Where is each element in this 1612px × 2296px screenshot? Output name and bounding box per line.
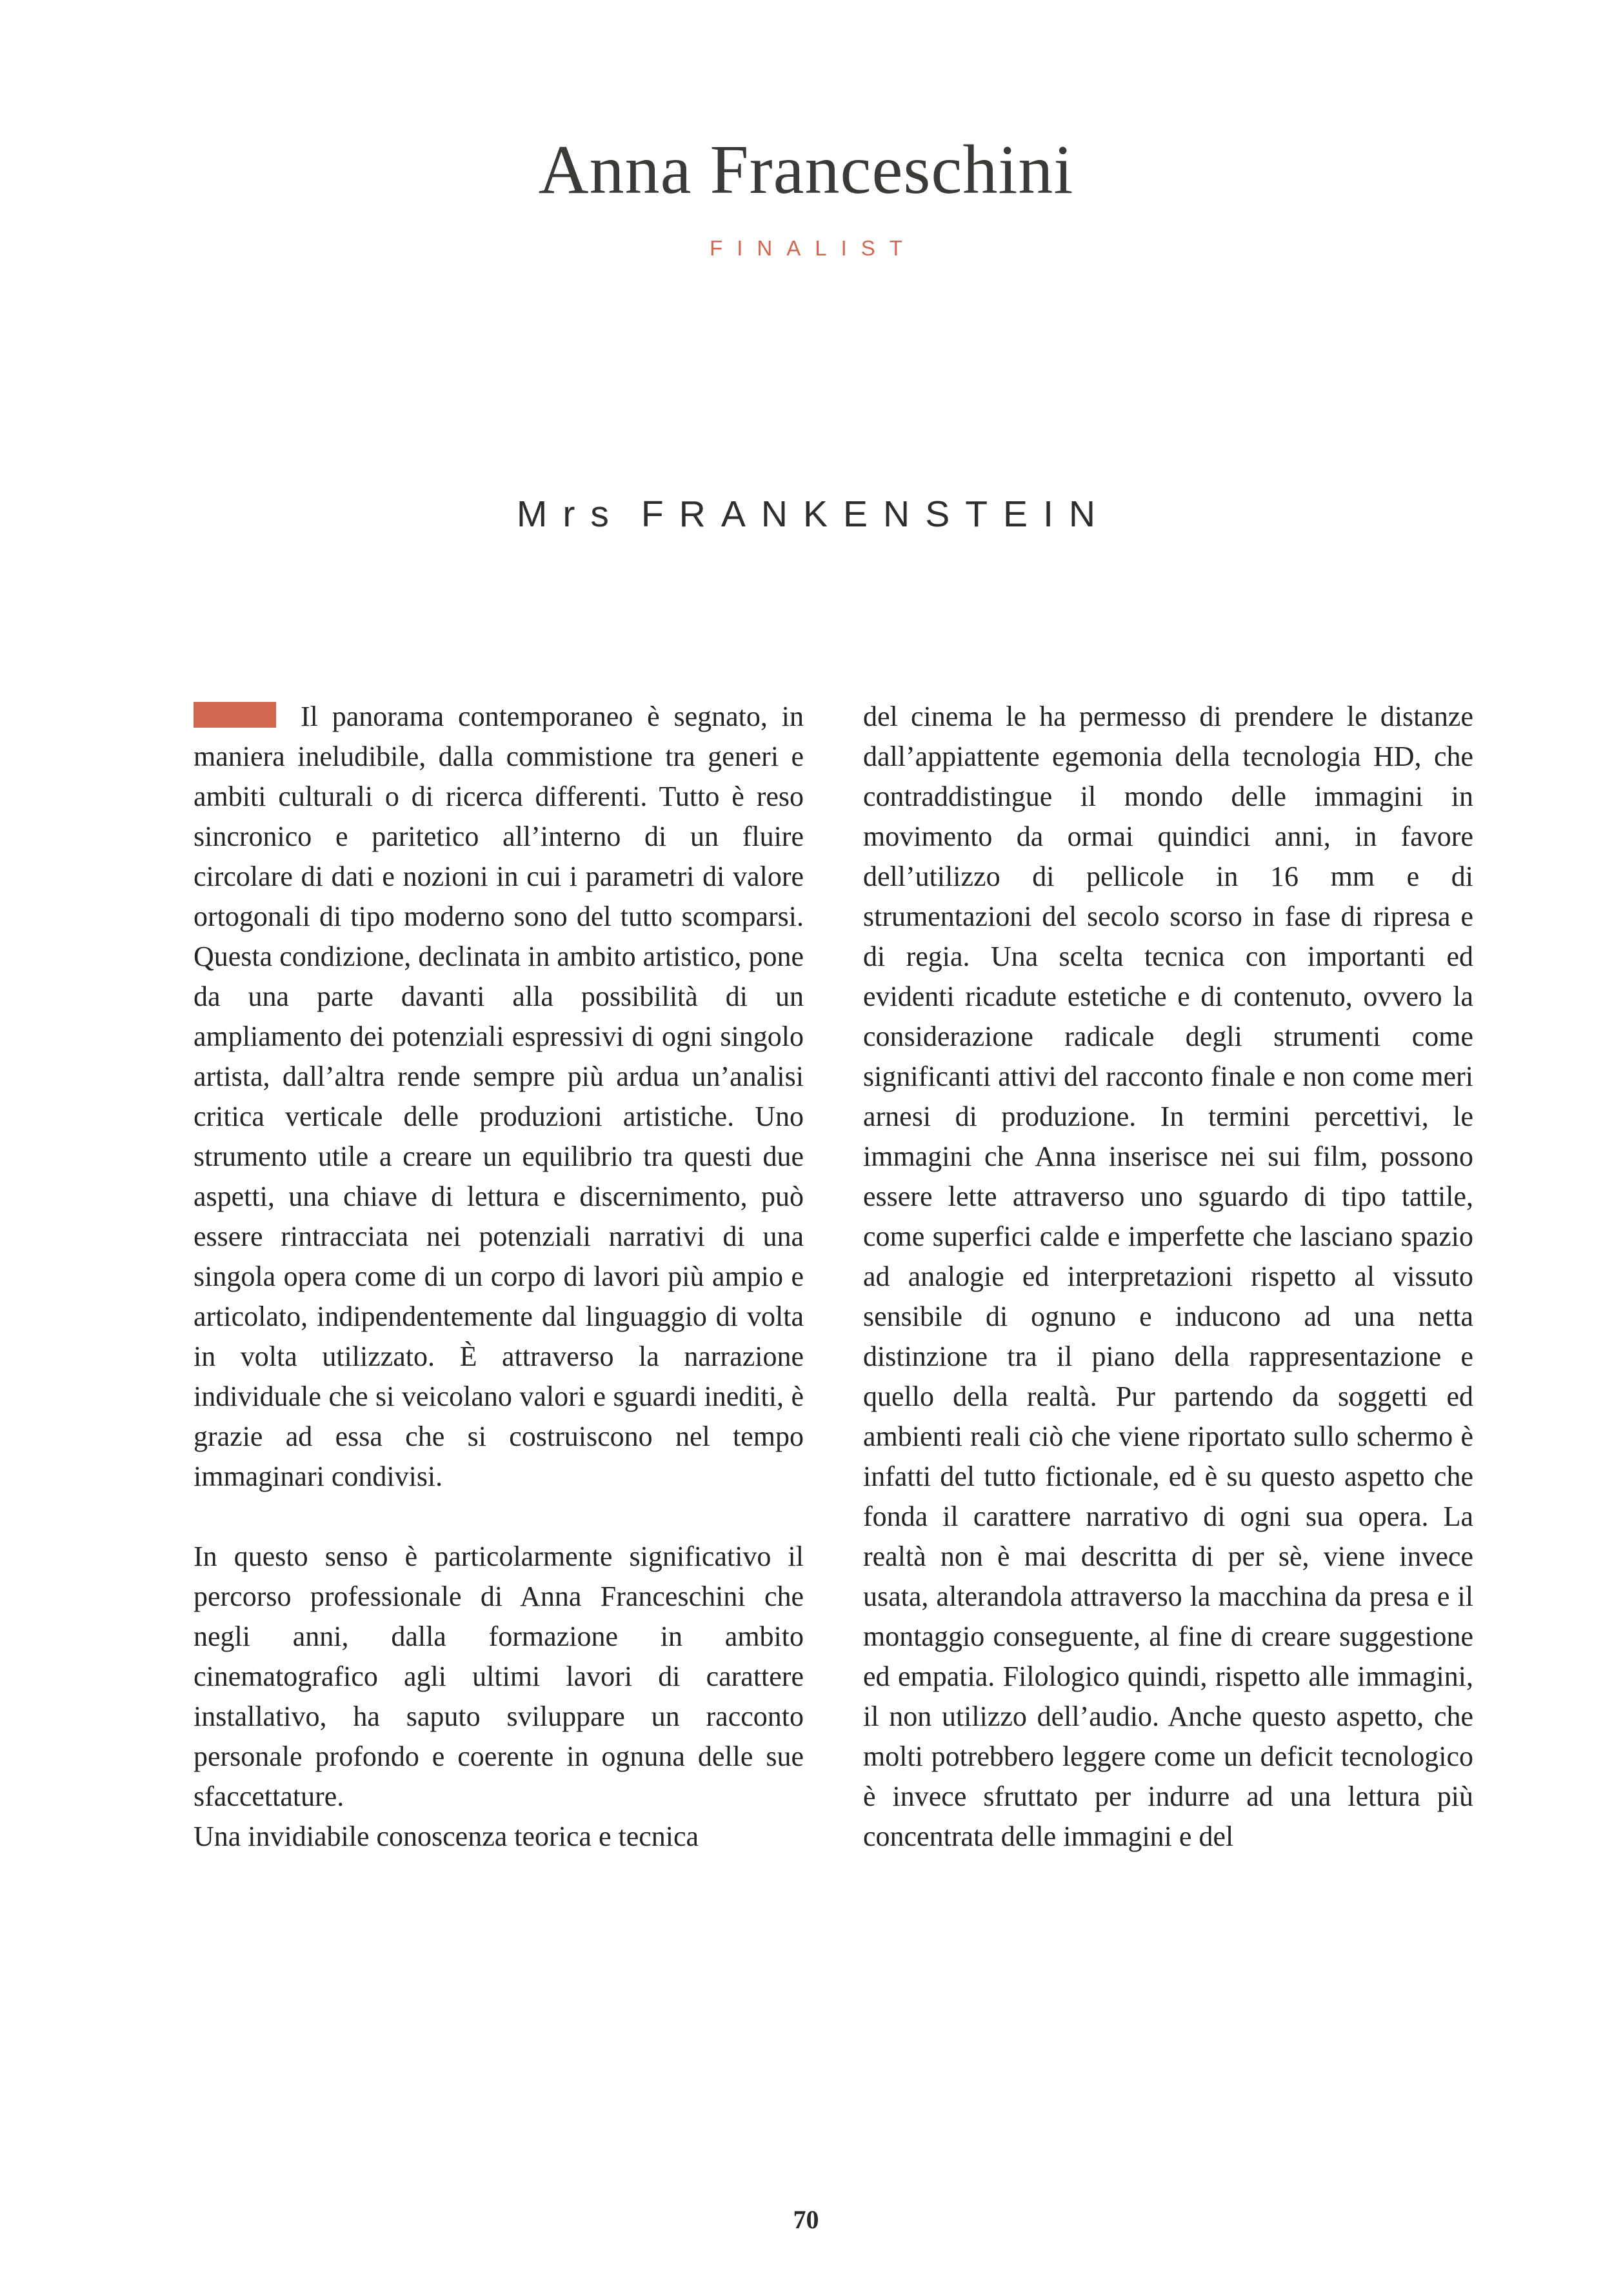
paragraph: In questo senso è particolarmente significativo il percorso professionale di Anna Franceschini che negli anni, dalla formazione in ambito cinematografico agli ultimi lavori di carattere installativo, ha saputo sviluppare un racconto personale profondo e coerente in ognuna delle sue sfaccettature. [194, 1540, 804, 1812]
page-number: 70 [793, 2205, 819, 2234]
section-title-prefix: Mrs [516, 493, 624, 535]
page-title: Anna Franceschini [538, 132, 1074, 208]
page-header [0, 0, 1612, 535]
right-column [863, 697, 1473, 1857]
left-column [194, 697, 804, 1857]
section-title-main: FRANKENSTEIN [641, 493, 1111, 535]
finalist-badge: FINALIST [710, 235, 917, 260]
paragraph [194, 697, 804, 1497]
article-columns [0, 697, 1612, 1857]
redaction-marker [194, 702, 276, 728]
section-title [0, 493, 1612, 535]
paragraph: del cinema le ha permesso di prendere le distanze dall’appiattente egemonia della tecnologia HD, che contraddistingue il mondo delle immagini in movimento da ormai quindici anni, in favore dell’utilizzo di pellicole in 16 mm e di strumentazioni del secolo scorso in fase di ripresa e di regia. Una scelta tecnica con importanti ed evidenti ricadute estetiche e di contenuto, ovvero la considerazione radicale degli strumenti come significanti attivi del racconto finale e non come meri arnesi di produzione. In termini percettivi, le immagini che Anna inserisce nei sui film, possono essere lette attraverso uno sguardo di tipo tattile, come superfici calde e imperfette che lasciano spazio ad analogie ed interpretazioni rispetto al vissuto sensibile di ognuno e inducono ad una netta distinzione tra il piano della rappresentazione e quello della realtà. Pur partendo da soggetti ed ambienti reali ciò che viene riportato sullo schermo è infatti del tutto fictionale, ed è su questo aspetto che fonda il carattere narrativo di ogni sua opera. La realtà non è mai descritta di per sè, viene invece usata, alterandola attraverso la macchina da presa e il montaggio conseguente, al fine di creare suggestione ed empatia. Filologico quindi, rispetto alle immagini, il non utilizzo dell’audio. Anche questo aspetto, che molti potrebbero leggere come un deficit tecnologico è invece sfruttato per indurre ad una lettura più concentrata delle immagini e del [863, 700, 1473, 1852]
paragraph-text: Il panorama contemporaneo è segnato, in maniera ineludibile, dalla commistione tra generi e ambiti culturali o di ricerca differenti. Tutto è reso sincronico e paritetico all’interno di un fluire circolare di dati e nozioni in cui i parametri di valore ortogonali di tipo moderno sono del tutto scomparsi. Questa condizione, declinata in ambito artistico, pone da una parte davanti alla possibilità di un ampliamento dei potenziali espressivi di ogni singolo artista, dall’altra rende sempre più ardua un’analisi critica verticale delle produzioni artistiche. Uno strumento utile a creare un equilibrio tra questi due aspetti, una chiave di lettura e discernimento, può essere rintracciata nei potenziali narrativi di una singola opera come di un corpo di lavori più ampio e articolato, indipendentemente dal linguaggio di volta in volta utilizzato. È attraverso la narrazione individuale che si veicolano valori e sguardi inediti, è grazie ad essa che si costruiscono nel tempo immaginari condivisi. [194, 700, 804, 1492]
paragraph: Una invidiabile conoscenza teorica e tecnica [194, 1820, 699, 1852]
